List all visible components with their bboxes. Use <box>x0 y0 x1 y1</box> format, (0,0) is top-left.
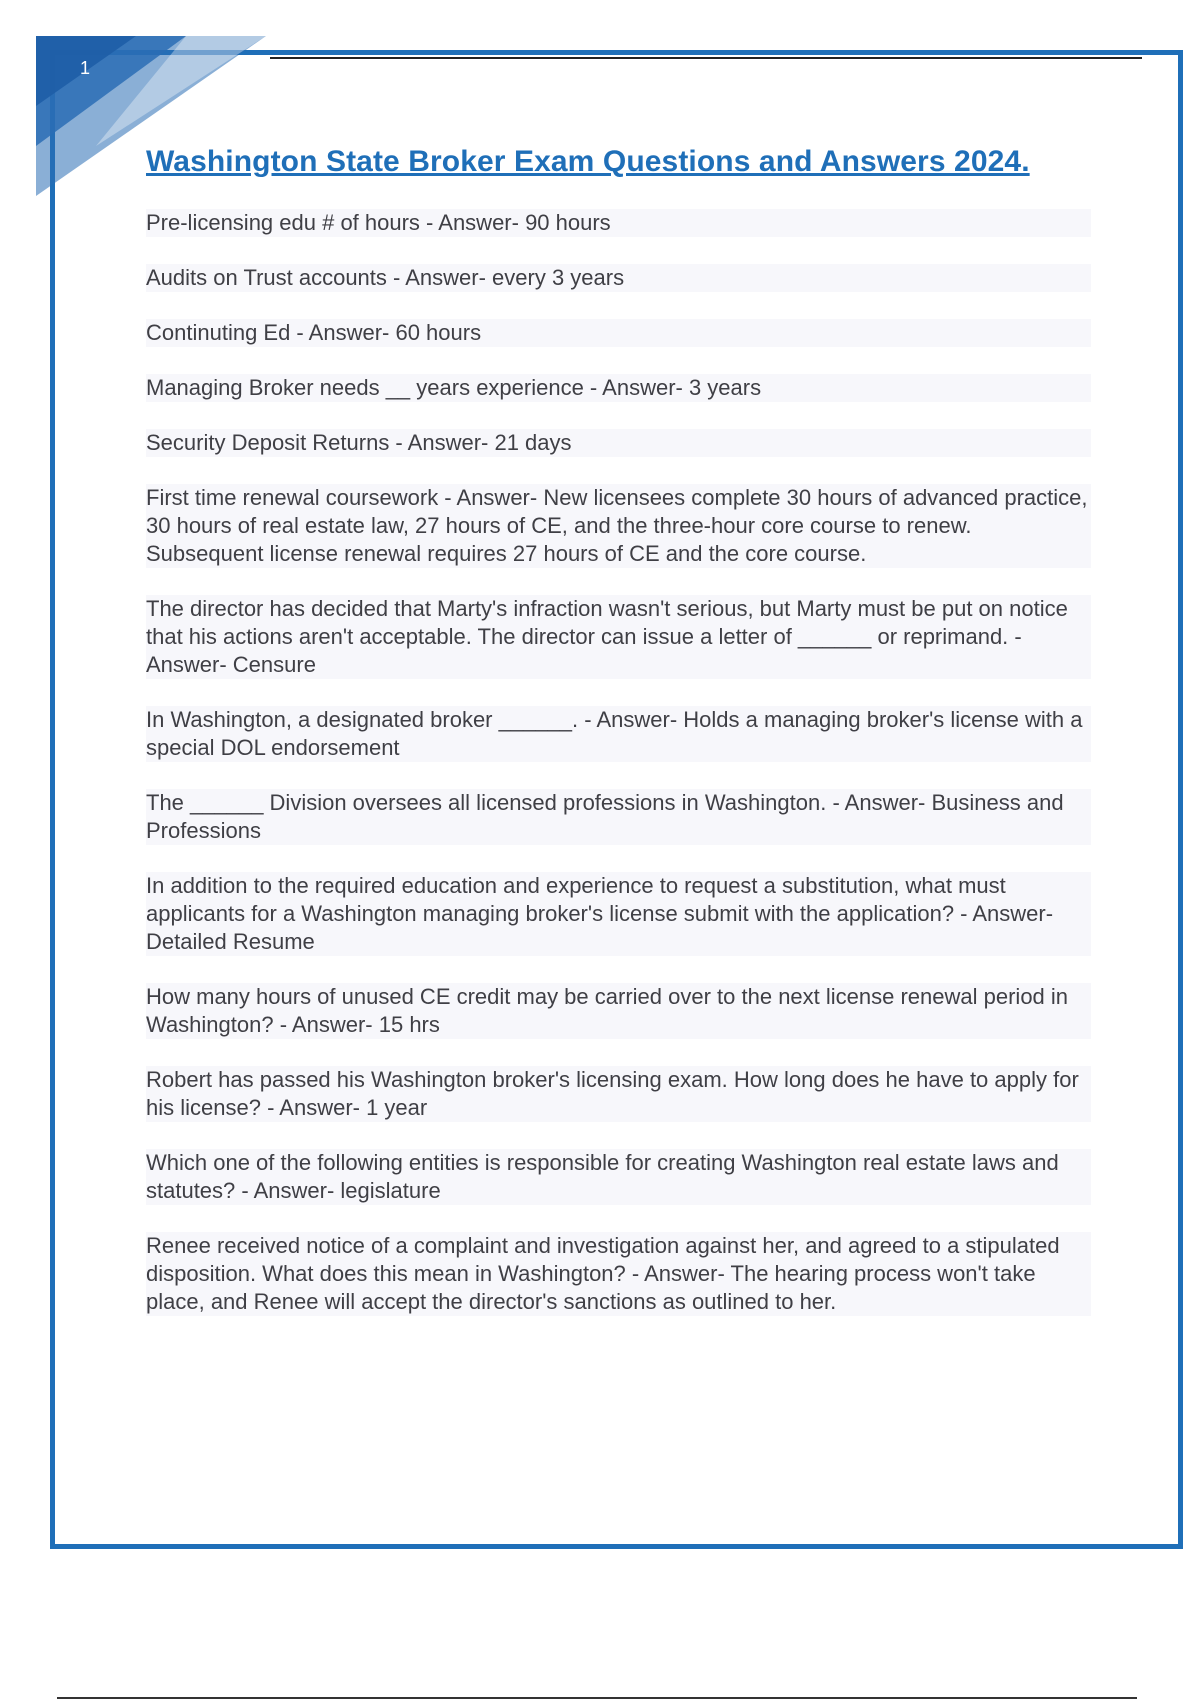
document-body <box>146 145 1091 1343</box>
header-rule <box>270 57 1142 59</box>
qa-item: Robert has passed his Washington broker's licensing exam. How long does he have to apply for his license? - Answer- 1 year <box>146 1066 1091 1122</box>
qa-item: How many hours of unused CE credit may be carried over to the next license renewal period in Washington? - Answer- 15 hrs <box>146 983 1091 1039</box>
qa-item: Pre-licensing edu # of hours - Answer- 90 hours <box>146 209 1091 237</box>
qa-item: Continuting Ed - Answer- 60 hours <box>146 319 1091 347</box>
qa-item: In Washington, a designated broker ______. - Answer- Holds a managing broker's license with a special DOL endorsement <box>146 706 1091 762</box>
qa-item: In addition to the required education and experience to request a substitution, what must applicants for a Washington managing broker's license submit with the application? - Answer- Detailed Resume <box>146 872 1091 956</box>
qa-item: Audits on Trust accounts - Answer- every 3 years <box>146 264 1091 292</box>
qa-list <box>146 209 1091 1316</box>
qa-item: First time renewal coursework - Answer- New licensees complete 30 hours of advanced practice, 30 hours of real estate law, 27 hours of CE, and the three-hour core course to renew. Subsequent license renewal requires 27 hours of CE and the core course. <box>146 484 1091 568</box>
page-number: 1 <box>80 58 91 78</box>
document-title: Washington State Broker Exam Questions and Answers 2024. <box>146 145 1030 178</box>
qa-item: Renee received notice of a complaint and investigation against her, and agreed to a stipulated disposition. What does this mean in Washington? - Answer- The hearing process won't take place, and Renee will accept the director's sanctions as outlined to her. <box>146 1232 1091 1316</box>
footer-rule <box>57 1697 1137 1699</box>
qa-item: Managing Broker needs __ years experience - Answer- 3 years <box>146 374 1091 402</box>
qa-item: The director has decided that Marty's infraction wasn't serious, but Marty must be put on notice that his actions aren't acceptable. The director can issue a letter of ______ or reprimand. - Answer- Censure <box>146 595 1091 679</box>
qa-item: Which one of the following entities is responsible for creating Washington real estate laws and statutes? - Answer- legislature <box>146 1149 1091 1205</box>
qa-item: The ______ Division oversees all licensed professions in Washington. - Answer- Business and Professions <box>146 789 1091 845</box>
qa-item: Security Deposit Returns - Answer- 21 days <box>146 429 1091 457</box>
